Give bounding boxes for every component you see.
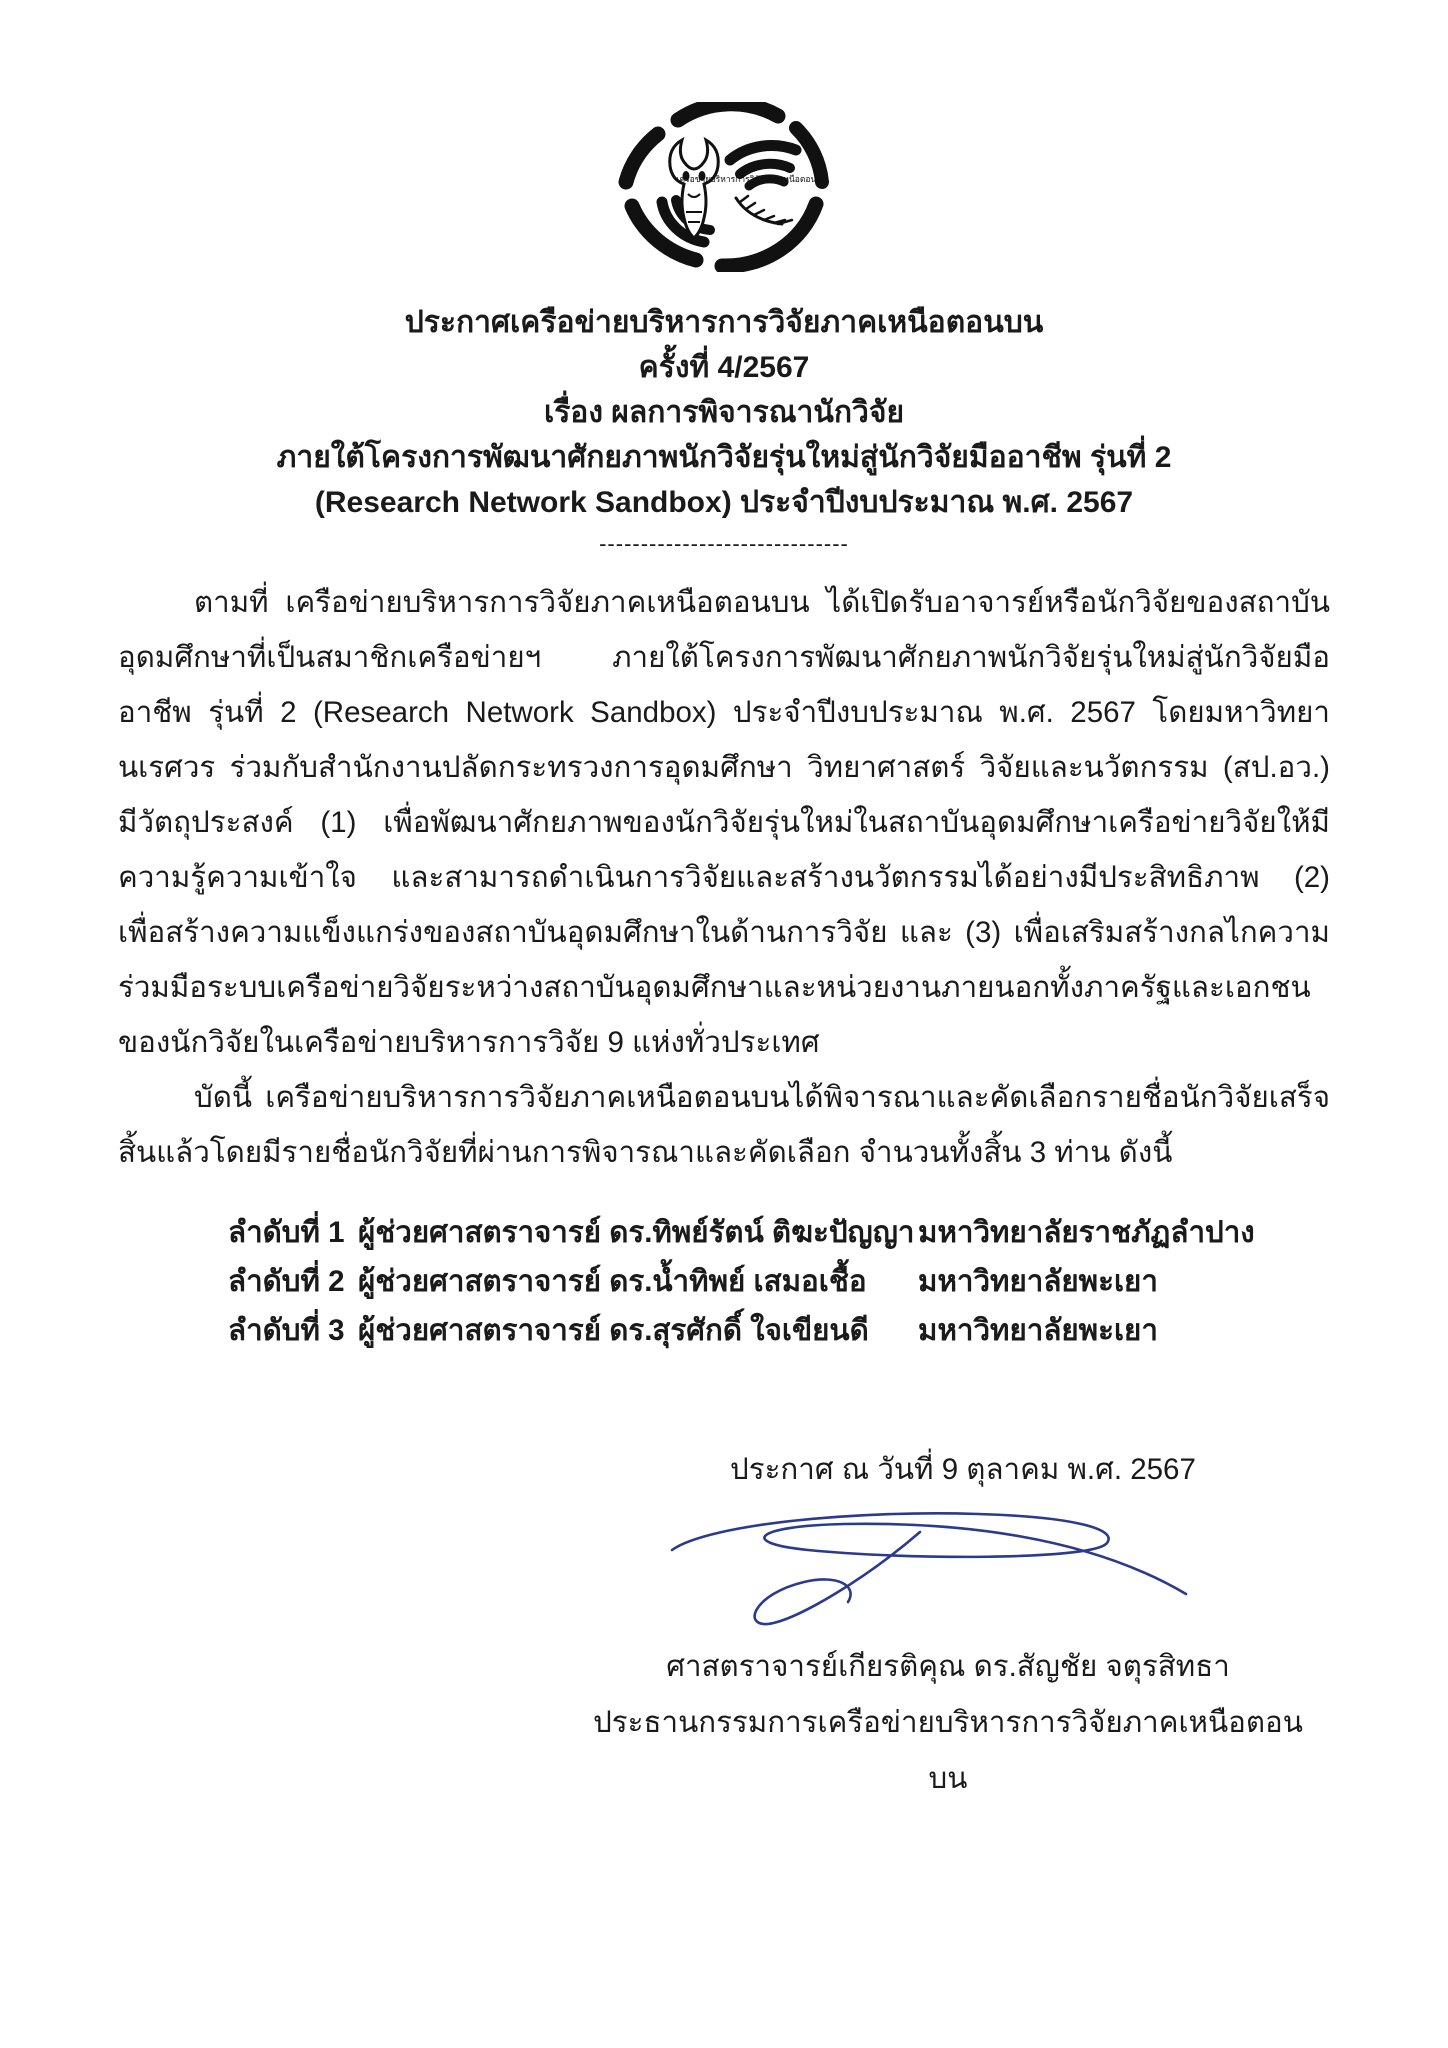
paragraph-1: ตามที่ เครือข่ายบริหารการวิจัยภาคเหนือตอนบน ได้เปิดรับอาจารย์หรือนักวิจัยของสถาบันอุดมศึกษาที่เป็นสมาชิกเครือข่ายฯ ภายใต้โครงการพัฒนาศักยภาพนักวิจัยรุ่นใหม่สู่นักวิจัยมืออาชีพ รุ่นที่ 2 (Research Network Sandbox) ประจำปีงบประมาณ พ.ศ. 2567 โดยมหาวิทยานเรศวร ร่วมกับสำนักงานปลัดกระทรวงการอุดมศึกษา วิทยาศาสตร์ วิจัยและนวัตกรรม (สป.อว.) มีวัตถุประสงค์ (1) เพื่อพัฒนาศักยภาพของนักวิจัยรุ่นใหม่ในสถาบันอุดมศึกษาเครือข่ายวิจัยให้มีความรู้ความเข้าใจ และสามารถดำเนินการวิจัยและสร้างนวัตกรรมได้อย่างมีประสิทธิภาพ (2) เพื่อสร้างความแข็งแกร่งของสถาบันอุดมศึกษาในด้านการวิจัย และ (3) เพื่อเสริมสร้างกลไกความร่วมมือระบบเครือข่ายวิจัยระหว่างสถาบันอุดมศึกษาและหน่วยงานภายนอกทั้งภาครัฐและเอกชน ของนักวิจัยในเครือข่ายบริหารการวิจัย 9 แห่งทั่วประเทศ [118, 586, 1330, 1059]
signatory-title: ประธานกรรมการเครือข่ายบริหารการวิจัยภาคเหนือตอนบน [593, 1706, 1303, 1795]
researcher-order: ลำดับที่ 2 [228, 1265, 345, 1298]
researcher-order: ลำดับที่ 3 [228, 1314, 345, 1347]
researcher-order: ลำดับที่ 1 [228, 1216, 345, 1249]
dashed-separator: ------------------------------ [599, 531, 849, 556]
researcher-name: ผู้ช่วยศาสตราจารย์ ดร.น้ำทิพย์ เสมอเชื้อ [358, 1265, 867, 1298]
signature-container [658, 1502, 1198, 1637]
announcement-date: ประกาศ ณ วันที่ 9 ตุลาคม พ.ศ. 2567 [730, 1453, 1196, 1486]
researcher-row [228, 1257, 1330, 1306]
researcher-affiliation: มหาวิทยาลัยราชภัฏลำปาง [918, 1216, 1255, 1249]
researcher-name: ผู้ช่วยศาสตราจารย์ ดร.สุรศักดิ์ ใจเขียนดี [358, 1314, 869, 1347]
body-text [118, 575, 1330, 1180]
title-line-4: ภายใต้โครงการพัฒนาศักยภาพนักวิจัยรุ่นใหม่สู่นักวิจัยมืออาชีพ รุ่นที่ 2 [276, 441, 1172, 474]
title-line-1: ประกาศเครือข่ายบริหารการวิจัยภาคเหนือตอนบน [404, 306, 1044, 339]
paragraph-2: บัดนี้ เครือข่ายบริหารการวิจัยภาคเหนือตอนบนได้พิจารณาและคัดเลือกรายชื่อนักวิจัยเสร็จสิ้นแล้วโดยมีรายชื่อนักวิจัยที่ผ่านการพิจารณาและคัดเลือก จำนวนทั้งสิ้น 3 ท่าน ดังนี้ [118, 1081, 1330, 1169]
researcher-list [118, 1208, 1330, 1355]
title-line-3: เรื่อง ผลการพิจารณานักวิจัย [543, 396, 905, 429]
logo-container [118, 102, 1330, 272]
title-line-5: (Research Network Sandbox) ประจำปีงบประมาณ พ.ศ. 2567 [314, 486, 1134, 519]
logo-band-text: เครือข่ายบริหารการวิจัยภาคเหนือตอนบน [676, 174, 828, 184]
signatory-block [588, 1639, 1308, 1807]
signatory-name: ศาสตราจารย์เกียรติคุณ ดร.สัญชัย จตุรสิทธา [666, 1650, 1230, 1683]
title-line-2: ครั้งที่ 4/2567 [638, 351, 810, 384]
research-network-logo-icon [618, 102, 830, 272]
signature-scribble [658, 1502, 1198, 1637]
researcher-affiliation: มหาวิทยาลัยพะเยา [918, 1314, 1158, 1347]
title-block [118, 300, 1330, 525]
researcher-row [228, 1306, 1330, 1355]
researcher-row [228, 1208, 1330, 1257]
researcher-name: ผู้ช่วยศาสตราจารย์ ดร.ทิพย์รัตน์ ติฆะปัญญา [358, 1216, 915, 1249]
researcher-affiliation: มหาวิทยาลัยพะเยา [918, 1265, 1158, 1298]
